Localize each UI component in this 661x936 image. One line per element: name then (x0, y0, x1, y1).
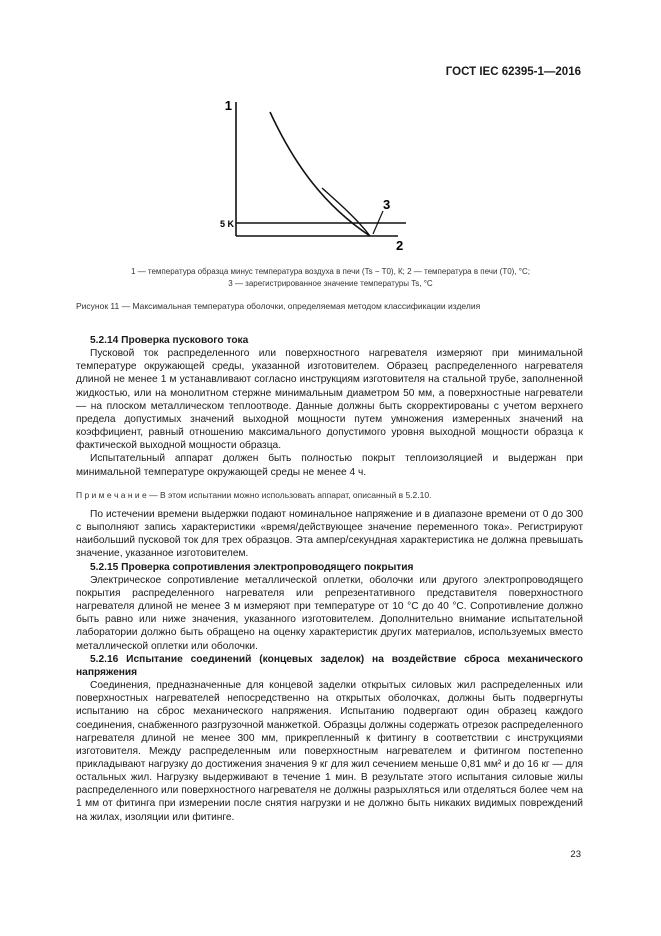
axis-x-label: 2 (396, 238, 404, 253)
level-label: 5 K (219, 219, 234, 229)
secondary-curve (322, 188, 370, 236)
paragraph: Испытательный аппарат должен быть полностью покрыт теплоизоляцией и выдержан при минимальной температуре окружающей среды не менее 4 ч. (76, 453, 583, 478)
paragraph: По истечении времени выдержки подают номинальное напряжение и в диапазоне времени от 0 до 300 с выполняют запись характеристики «время/действующее значение переменного тока». Регистрируют наибольший пусковой ток для трех образцов. Эта ампер/секундная характеристика не должна превышать значение, указанное изготовителем. (76, 509, 583, 560)
paragraph: Пусковой ток распределенного или поверхностного нагревателя измеряют при минимальной температуре окружающей среды, указанной изготовителем. Образец распределенного нагревателя длиной не менее 1 м устанавливают согласно инструкциям изготовителя на стальной трубе, заполненной жидкостью, или на монолитном стержне минимальным диаметром 50 мм, а поверхностные нагреватели — на плоском металлическом теплоотводе. Данные должны быть скорректированы с учетом верхнего предела допустимых значений выходной мощности путем умножения измеренных значений на коэффициент, равный отношению максимального допустимого уровня выходной мощности образца к фактической выходной мощности образца. (76, 348, 583, 452)
figure-caption-line-2: 3 — зарегистрированное значение температуры Ts, °С (228, 279, 433, 288)
figure-title: Рисунок 11 — Максимальная температура оболочки, определяемая методом классификации изделия (76, 301, 481, 311)
temperature-curve (270, 112, 370, 236)
section-heading: 5.2.14 Проверка пускового тока (90, 335, 249, 346)
section-heading: 5.2.15 Проверка сопротивления электропроводящего покрытия (90, 561, 414, 573)
section-heading: 5.2.16 Испытание соединений (концевых заделок) на воздействие сброса механического напряжения (76, 653, 583, 678)
section-5-2-14 (76, 334, 583, 479)
paragraph: Электрическое сопротивление металлической оплетки, оболочки или другого электропроводящего покрытия распределенного нагревателя или репрезентативного представителя поверхностного нагревателя длиной не менее 3 м измеряют при температуре от 10 °С до 40 °С. Сопротивление должно быть равно или ниже значения, указанного изготовителем. Дополнительно внимание испытательной лаборатории должно быть обращено на оценку характеристик других материалов, используемых вместо металлической оплетки или оболочки. (76, 574, 583, 652)
note: П р и м е ч а н и е — В этом испытании можно использовать аппарат, описанный в 5.2.10. (76, 490, 432, 500)
standard-designation: ГОСТ IEC 62395-1—2016 (445, 66, 581, 78)
page-number: 23 (570, 849, 581, 860)
figure-caption-line-1: 1 — температура образца минус температура воздуха в печи (Ts − T0), К; 2 — температура в печи (T0), °С; (131, 267, 530, 276)
curve-label-3: 3 (383, 197, 391, 212)
paragraph: Соединения, предназначенные для концевой заделки открытых силовых жил распределенных или поверхностных нагревателей непосредственно на открытых оболочках, должны быть подвергнуты испытанию на сброс механического напряжения. Испытанию подвергают один образец каждого соединения, снабженного разгрузочной манжеткой. Образцы должны содержать отрезок распределенного нагревателя длиной не менее 300 мм, прикрепленный к фитингу в соответствии с инструкциями изготовителя. Между распределенным или поверхностным нагревателем и фитингом постепенно прикладывают нагрузку до достижения значения 9 кг для жил сечением меньше 0,81 мм² и до 16 кг — для остальных жил. Нагрузку выдерживают в течение 1 мин. В результате этого испытания силовые жилы распределенного или поверхностного нагревателя не должны разрыхляться или отделяться более чем на 1 мм от фитинга при измерении после снятия нагрузки и не должно быть никаких видимых повреждений на жилах, изоляции или фитинге. (76, 680, 583, 823)
axis-y-label: 1 (224, 98, 232, 113)
figure-11-chart (200, 96, 440, 256)
section-5-2-14-continued (76, 508, 583, 824)
